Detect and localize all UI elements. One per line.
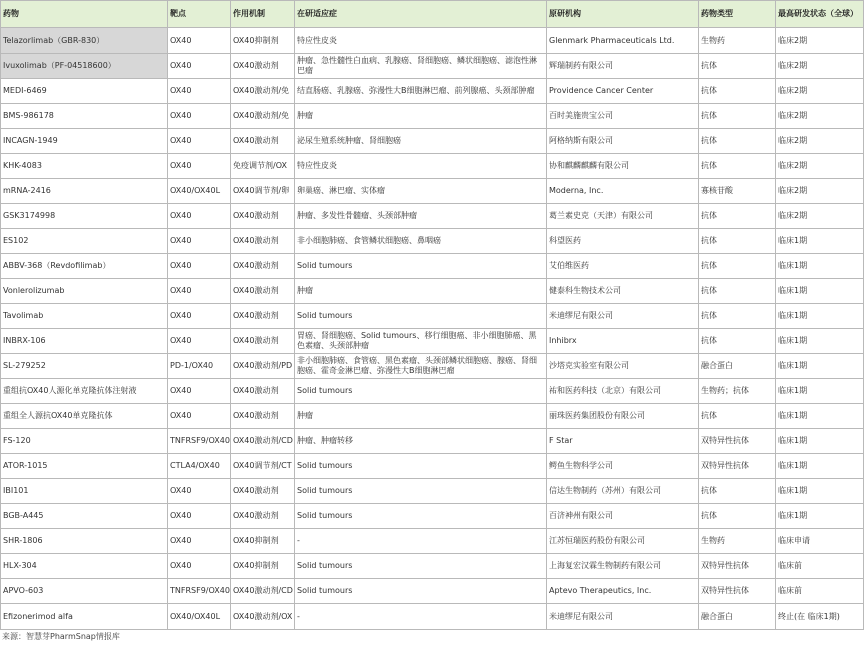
col-header-drug: 药物 xyxy=(1,1,168,28)
cell-drug-type: 抗体 xyxy=(699,79,776,104)
cell-mechanism: OX40激动剂 xyxy=(231,379,295,404)
cell-indication: Solid tumours xyxy=(295,379,547,404)
table-row xyxy=(1,579,864,604)
cell-drug: ES102 xyxy=(1,229,168,254)
cell-mechanism: OX40激动剂/PD xyxy=(231,354,295,379)
cell-drug: Efizonerimod alfa xyxy=(1,604,168,630)
cell-target: OX40 xyxy=(168,329,231,354)
cell-mechanism: OX40激动剂/CD xyxy=(231,429,295,454)
cell-drug-type: 生物药 xyxy=(699,529,776,554)
cell-mechanism: OX40激动剂 xyxy=(231,204,295,229)
table-row xyxy=(1,254,864,279)
cell-target: OX40/OX40L xyxy=(168,179,231,204)
cell-drug-type: 融合蛋白 xyxy=(699,354,776,379)
cell-target: OX40 xyxy=(168,154,231,179)
cell-mechanism: OX40激动剂 xyxy=(231,229,295,254)
cell-target: OX40 xyxy=(168,54,231,79)
cell-target: OX40 xyxy=(168,79,231,104)
table-row xyxy=(1,429,864,454)
cell-indication: 肿瘤 xyxy=(295,404,547,429)
cell-originator: Inhibrx xyxy=(547,329,699,354)
cell-drug-type: 抗体 xyxy=(699,279,776,304)
cell-indication: Solid tumours xyxy=(295,254,547,279)
cell-target: OX40 xyxy=(168,554,231,579)
cell-status: 临床2期 xyxy=(776,54,864,79)
cell-originator: 葛兰素史克（天津）有限公司 xyxy=(547,204,699,229)
col-header-indication: 在研适应症 xyxy=(295,1,547,28)
cell-originator: 江苏恒瑞医药股份有限公司 xyxy=(547,529,699,554)
cell-drug: GSK3174998 xyxy=(1,204,168,229)
cell-indication: 肿瘤、肿瘤转移 xyxy=(295,429,547,454)
table-row xyxy=(1,129,864,154)
cell-drug: SHR-1806 xyxy=(1,529,168,554)
table-row xyxy=(1,179,864,204)
cell-drug-type: 抗体 xyxy=(699,104,776,129)
cell-target: OX40 xyxy=(168,504,231,529)
cell-target: OX40 xyxy=(168,404,231,429)
cell-indication: Solid tumours xyxy=(295,554,547,579)
cell-originator: 百时美施贵宝公司 xyxy=(547,104,699,129)
cell-indication: 卵巢癌、淋巴瘤、实体瘤 xyxy=(295,179,547,204)
cell-status: 临床2期 xyxy=(776,129,864,154)
cell-status: 临床1期 xyxy=(776,329,864,354)
table-row xyxy=(1,304,864,329)
cell-status: 临床1期 xyxy=(776,254,864,279)
cell-status: 临床1期 xyxy=(776,479,864,504)
cell-mechanism: OX40激动剂 xyxy=(231,129,295,154)
cell-drug-type: 抗体 xyxy=(699,54,776,79)
cell-mechanism: OX40激动剂 xyxy=(231,479,295,504)
cell-originator: 百济神州有限公司 xyxy=(547,504,699,529)
cell-drug-type: 抗体 xyxy=(699,329,776,354)
table-row xyxy=(1,404,864,429)
cell-mechanism: OX40激动剂/免 xyxy=(231,79,295,104)
cell-originator: 鳄鱼生物科学公司 xyxy=(547,454,699,479)
cell-target: TNFRSF9/OX40 xyxy=(168,579,231,604)
cell-drug-type: 抗体 xyxy=(699,129,776,154)
cell-drug: MEDI-6469 xyxy=(1,79,168,104)
cell-status: 临床1期 xyxy=(776,429,864,454)
cell-indication: 胃癌、肾细胞癌、Solid tumours、移行细胞癌、非小细胞肺癌、黑色素瘤、头颈部肿瘤 xyxy=(295,329,547,354)
cell-drug-type: 生物药 xyxy=(699,28,776,54)
cell-target: OX40 xyxy=(168,304,231,329)
cell-originator: 阿格纳斯有限公司 xyxy=(547,129,699,154)
cell-drug-type: 抗体 xyxy=(699,304,776,329)
cell-originator: 科望医药 xyxy=(547,229,699,254)
cell-target: OX40 xyxy=(168,529,231,554)
cell-target: OX40 xyxy=(168,379,231,404)
cell-drug-type: 抗体 xyxy=(699,479,776,504)
cell-mechanism: OX40调节剂/CT xyxy=(231,454,295,479)
cell-originator: 艾伯维医药 xyxy=(547,254,699,279)
cell-drug: ATOR-1015 xyxy=(1,454,168,479)
cell-drug: APVO-603 xyxy=(1,579,168,604)
cell-indication: 结直肠癌、乳腺癌、弥漫性大B细胞淋巴瘤、前列腺癌、头颈部肿瘤 xyxy=(295,79,547,104)
cell-indication: - xyxy=(295,604,547,630)
cell-status: 临床1期 xyxy=(776,379,864,404)
table-row xyxy=(1,79,864,104)
cell-status: 终止(在 临床1期) xyxy=(776,604,864,630)
cell-status: 临床1期 xyxy=(776,229,864,254)
table-row xyxy=(1,354,864,379)
cell-status: 临床2期 xyxy=(776,204,864,229)
cell-indication: 肿瘤、多发性骨髓瘤、头颈部肿瘤 xyxy=(295,204,547,229)
cell-target: OX40 xyxy=(168,129,231,154)
cell-mechanism: OX40激动剂/免 xyxy=(231,104,295,129)
cell-status: 临床2期 xyxy=(776,104,864,129)
cell-drug-type: 抗体 xyxy=(699,204,776,229)
cell-target: CTLA4/OX40 xyxy=(168,454,231,479)
cell-drug-type: 生物药；抗体 xyxy=(699,379,776,404)
header-row xyxy=(1,1,864,28)
cell-status: 临床2期 xyxy=(776,179,864,204)
cell-indication: 非小细胞肺癌、食管癌、黑色素瘤、头颈部鳞状细胞癌、腺癌、肾细胞癌、霍奇金淋巴瘤、弥漫性大B细胞淋巴瘤 xyxy=(295,354,547,379)
cell-originator: 祐和医药科技（北京）有限公司 xyxy=(547,379,699,404)
cell-target: OX40 xyxy=(168,254,231,279)
cell-drug: INBRX-106 xyxy=(1,329,168,354)
cell-target: OX40 xyxy=(168,28,231,54)
cell-originator: 米迪缪尼有限公司 xyxy=(547,304,699,329)
cell-originator: F Star xyxy=(547,429,699,454)
cell-status: 临床1期 xyxy=(776,279,864,304)
cell-status: 临床1期 xyxy=(776,404,864,429)
cell-mechanism: 免疫调节剂/OX xyxy=(231,154,295,179)
cell-indication: 非小细胞肺癌、食管鳞状细胞癌、鼻咽癌 xyxy=(295,229,547,254)
cell-mechanism: OX40抑制剂 xyxy=(231,529,295,554)
cell-indication: Solid tumours xyxy=(295,304,547,329)
cell-status: 临床前 xyxy=(776,579,864,604)
cell-originator: 上海复宏汉霖生物制药有限公司 xyxy=(547,554,699,579)
cell-originator: 丽珠医药集团股份有限公司 xyxy=(547,404,699,429)
cell-drug: Telazorlimab（GBR-830） xyxy=(1,28,168,54)
table-row xyxy=(1,28,864,54)
cell-target: OX40 xyxy=(168,104,231,129)
cell-indication: Solid tumours xyxy=(295,579,547,604)
cell-indication: 特应性皮炎 xyxy=(295,154,547,179)
col-header-drug-type: 药物类型 xyxy=(699,1,776,28)
table-row xyxy=(1,104,864,129)
cell-indication: Solid tumours xyxy=(295,504,547,529)
cell-status: 临床2期 xyxy=(776,28,864,54)
cell-drug: ABBV-368（Revdofilimab） xyxy=(1,254,168,279)
cell-indication: - xyxy=(295,529,547,554)
cell-drug-type: 抗体 xyxy=(699,404,776,429)
cell-indication: Solid tumours xyxy=(295,454,547,479)
cell-drug-type: 寡核苷酸 xyxy=(699,179,776,204)
cell-drug-type: 抗体 xyxy=(699,154,776,179)
cell-status: 临床1期 xyxy=(776,304,864,329)
cell-status: 临床1期 xyxy=(776,354,864,379)
cell-target: OX40 xyxy=(168,479,231,504)
cell-drug: IBI101 xyxy=(1,479,168,504)
cell-drug: SL-279252 xyxy=(1,354,168,379)
cell-drug-type: 抗体 xyxy=(699,254,776,279)
table-row xyxy=(1,554,864,579)
cell-originator: Glenmark Pharmaceuticals Ltd. xyxy=(547,28,699,54)
source-note: 来源：智慧芽PharmSnap情报库 xyxy=(2,632,120,641)
cell-originator: Aptevo Therapeutics, Inc. xyxy=(547,579,699,604)
cell-originator: 协和麒麟麒麟有限公司 xyxy=(547,154,699,179)
cell-status: 临床2期 xyxy=(776,154,864,179)
cell-status: 临床2期 xyxy=(776,79,864,104)
col-header-status: 最高研发状态（全球） xyxy=(776,1,864,28)
cell-target: OX40/OX40L xyxy=(168,604,231,630)
cell-originator: Providence Cancer Center xyxy=(547,79,699,104)
cell-drug-type: 双特异性抗体 xyxy=(699,554,776,579)
cell-target: TNFRSF9/OX40 xyxy=(168,429,231,454)
cell-drug: FS-120 xyxy=(1,429,168,454)
cell-drug: BGB-A445 xyxy=(1,504,168,529)
cell-originator: 米迪缪尼有限公司 xyxy=(547,604,699,630)
cell-mechanism: OX40抑制剂 xyxy=(231,554,295,579)
col-header-originator: 原研机构 xyxy=(547,1,699,28)
cell-drug: Ivuxolimab（PF-04518600） xyxy=(1,54,168,79)
col-header-mechanism: 作用机制 xyxy=(231,1,295,28)
cell-indication: 肿瘤 xyxy=(295,279,547,304)
table-row xyxy=(1,504,864,529)
table-row xyxy=(1,604,864,630)
table-row xyxy=(1,204,864,229)
cell-status: 临床前 xyxy=(776,554,864,579)
cell-mechanism: OX40激动剂 xyxy=(231,254,295,279)
cell-drug-type: 双特异性抗体 xyxy=(699,579,776,604)
cell-target: OX40 xyxy=(168,279,231,304)
cell-mechanism: OX40激动剂 xyxy=(231,329,295,354)
cell-target: PD-1/OX40 xyxy=(168,354,231,379)
cell-indication: 泌尿生殖系统肿瘤、肾细胞癌 xyxy=(295,129,547,154)
cell-mechanism: OX40激动剂 xyxy=(231,279,295,304)
table-row xyxy=(1,379,864,404)
cell-drug: KHK-4083 xyxy=(1,154,168,179)
cell-drug: mRNA-2416 xyxy=(1,179,168,204)
cell-drug: BMS-986178 xyxy=(1,104,168,129)
cell-drug-type: 融合蛋白 xyxy=(699,604,776,630)
table-row xyxy=(1,454,864,479)
cell-originator: 健泰科生物技术公司 xyxy=(547,279,699,304)
cell-mechanism: OX40激动剂 xyxy=(231,54,295,79)
table-row xyxy=(1,529,864,554)
cell-indication: 肿瘤 xyxy=(295,104,547,129)
cell-mechanism: OX40抑制剂 xyxy=(231,28,295,54)
cell-target: OX40 xyxy=(168,204,231,229)
cell-indication: 特应性皮炎 xyxy=(295,28,547,54)
cell-drug: INCAGN-1949 xyxy=(1,129,168,154)
cell-mechanism: OX40激动剂/OX xyxy=(231,604,295,630)
col-header-target: 靶点 xyxy=(168,1,231,28)
cell-drug-type: 双特异性抗体 xyxy=(699,429,776,454)
cell-drug-type: 双特异性抗体 xyxy=(699,454,776,479)
cell-drug: 重组全人源抗OX40单克隆抗体 xyxy=(1,404,168,429)
cell-mechanism: OX40激动剂 xyxy=(231,304,295,329)
table-row xyxy=(1,54,864,79)
table-row xyxy=(1,154,864,179)
cell-status: 临床1期 xyxy=(776,454,864,479)
table-row xyxy=(1,279,864,304)
table-row xyxy=(1,479,864,504)
cell-originator: 信达生物制药（苏州）有限公司 xyxy=(547,479,699,504)
cell-mechanism: OX40激动剂 xyxy=(231,504,295,529)
cell-mechanism: OX40调节剂/卵 xyxy=(231,179,295,204)
cell-status: 临床申请 xyxy=(776,529,864,554)
cell-mechanism: OX40激动剂/CD xyxy=(231,579,295,604)
cell-target: OX40 xyxy=(168,229,231,254)
table-row xyxy=(1,229,864,254)
cell-drug: Tavolimab xyxy=(1,304,168,329)
cell-mechanism: OX40激动剂 xyxy=(231,404,295,429)
cell-indication: Solid tumours xyxy=(295,479,547,504)
cell-indication: 肿瘤、急性髓性白血病、乳腺癌、肾细胞癌、鳞状细胞癌、滤泡性淋巴瘤 xyxy=(295,54,547,79)
table-row xyxy=(1,329,864,354)
cell-originator: 辉瑞制药有限公司 xyxy=(547,54,699,79)
cell-drug-type: 抗体 xyxy=(699,504,776,529)
cell-originator: 沙塔克实验室有限公司 xyxy=(547,354,699,379)
cell-originator: Moderna, Inc. xyxy=(547,179,699,204)
cell-drug: HLX-304 xyxy=(1,554,168,579)
cell-drug: Vonlerolizumab xyxy=(1,279,168,304)
cell-drug: 重组抗OX40人源化单克隆抗体注射液 xyxy=(1,379,168,404)
cell-status: 临床1期 xyxy=(776,504,864,529)
cell-drug-type: 抗体 xyxy=(699,229,776,254)
